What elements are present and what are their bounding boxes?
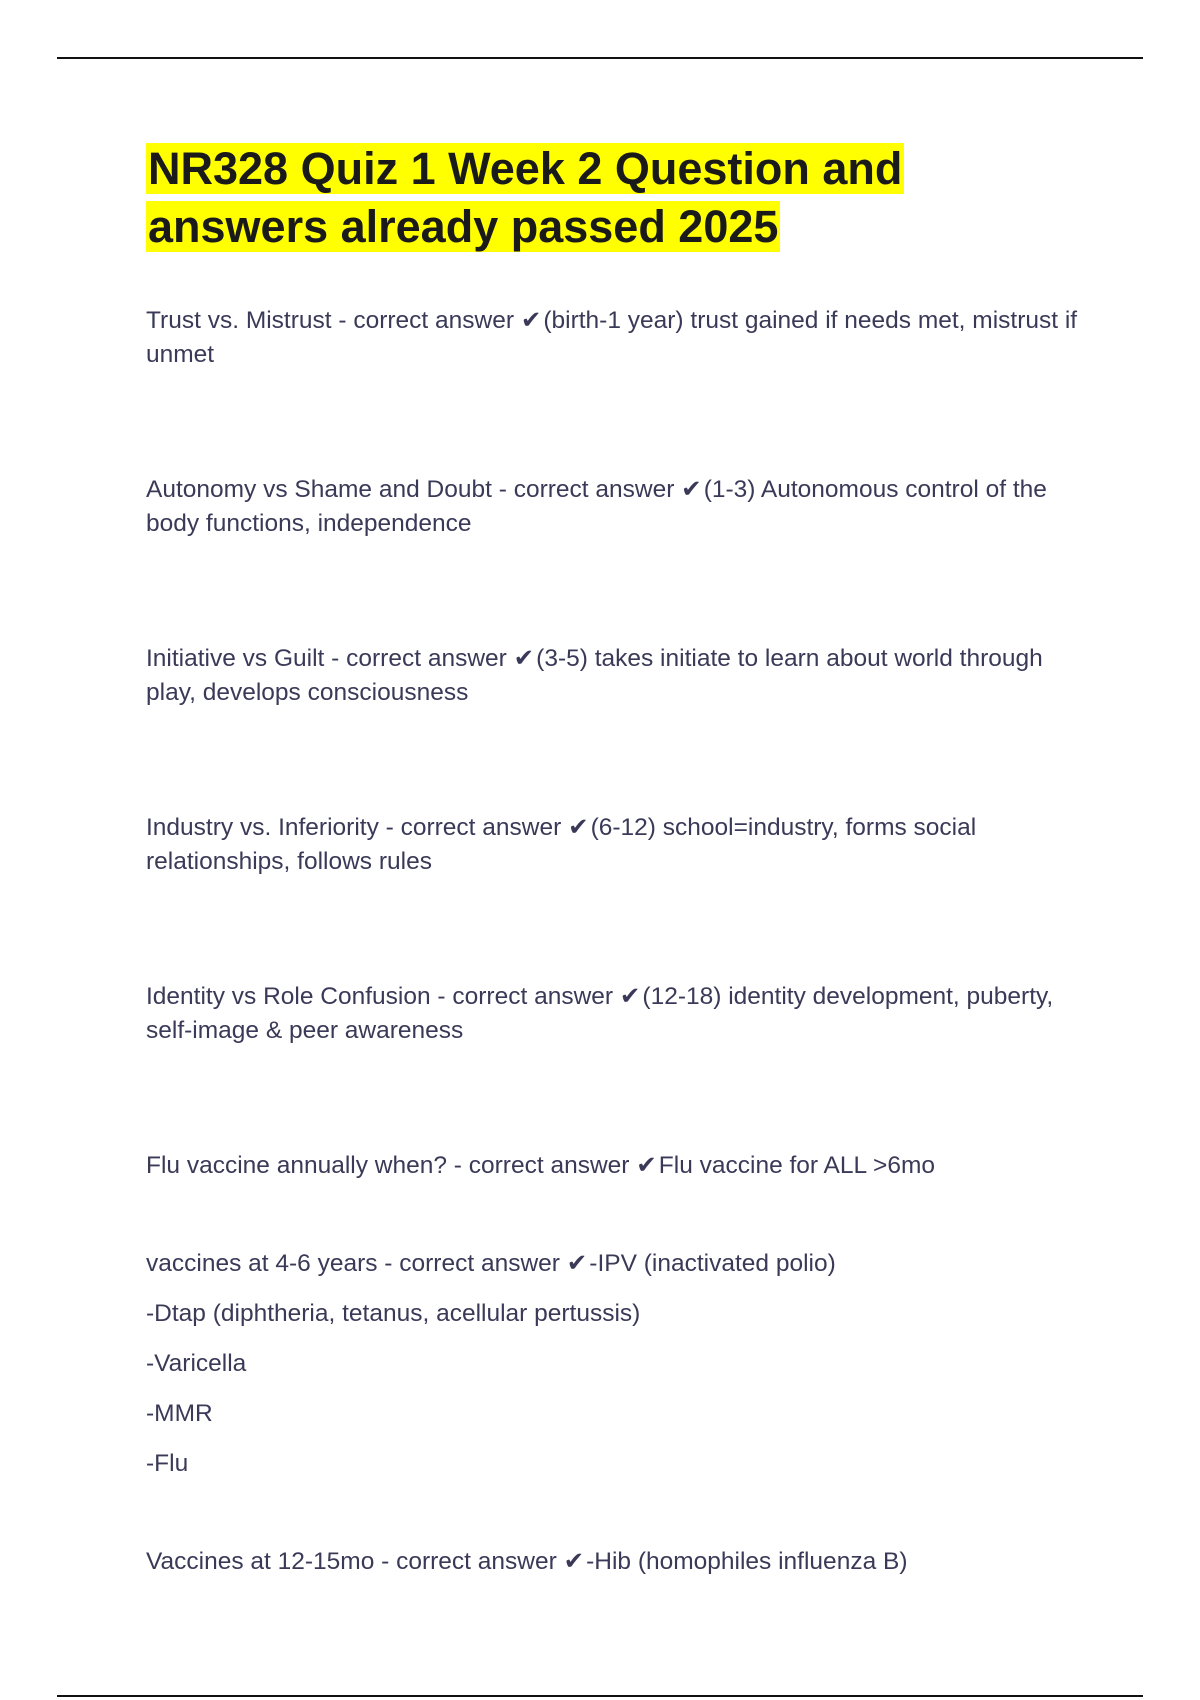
check-icon: ✔ bbox=[619, 983, 641, 1010]
document-title bbox=[146, 140, 1096, 256]
answer-text: (3-5) takes initiate to learn about world through play, develops consciousness bbox=[146, 645, 1043, 706]
question-text: Industry vs. Inferiority bbox=[146, 814, 379, 841]
qa-item bbox=[146, 811, 1096, 879]
question-text: Flu vaccine annually when? bbox=[146, 1152, 447, 1179]
answer-prefix: - correct answer bbox=[491, 476, 682, 503]
question-text: Initiative vs Guilt bbox=[146, 645, 325, 672]
qa-item bbox=[146, 473, 1096, 541]
qa-item bbox=[146, 1149, 1096, 1183]
question-text: vaccines at 4-6 years bbox=[146, 1250, 378, 1277]
qa-item bbox=[146, 1247, 1096, 1481]
answer-text: (12-18) identity development, puberty, self-image & peer awareness bbox=[146, 983, 1054, 1044]
answer-prefix: - correct answer bbox=[331, 307, 521, 334]
check-icon: ✔ bbox=[681, 476, 702, 503]
answer-text: -Hib (homophiles influenza B) bbox=[586, 1548, 908, 1575]
question-text: Vaccines at 12-15mo bbox=[146, 1548, 375, 1575]
bottom-rule bbox=[57, 1695, 1143, 1697]
answer-extra-line: -Flu bbox=[146, 1450, 189, 1477]
answer-extra-line: -Varicella bbox=[146, 1350, 247, 1377]
check-icon: ✔ bbox=[563, 1548, 585, 1575]
answer-text: Flu vaccine for ALL >6mo bbox=[658, 1152, 936, 1179]
question-text: Autonomy vs Shame and Doubt bbox=[146, 476, 492, 503]
answer-prefix: - correct answer bbox=[324, 645, 514, 672]
document-body bbox=[146, 140, 1096, 1680]
check-icon: ✔ bbox=[520, 307, 542, 334]
qa-item bbox=[146, 304, 1096, 372]
check-icon: ✔ bbox=[568, 814, 589, 841]
answer-text: (birth-1 year) trust gained if needs met, mistrust if unmet bbox=[146, 307, 1078, 368]
answer-prefix: - correct answer bbox=[430, 983, 620, 1010]
qa-item bbox=[146, 1545, 1096, 1579]
title-line-1: NR328 Quiz 1 Week 2 Question and bbox=[148, 143, 903, 194]
answer-prefix: - correct answer bbox=[377, 1250, 567, 1277]
title-line-2: answers already passed 2025 bbox=[148, 201, 779, 252]
qa-item bbox=[146, 642, 1096, 710]
top-rule bbox=[57, 57, 1143, 59]
answer-text: (6-12) school=industry, forms social relationships, follows rules bbox=[146, 814, 977, 875]
answer-prefix: - correct answer bbox=[447, 1152, 637, 1179]
answer-text: (1-3) Autonomous control of the body functions, independence bbox=[146, 476, 1047, 537]
qa-item bbox=[146, 980, 1096, 1048]
check-icon: ✔ bbox=[636, 1152, 657, 1179]
answer-text: -IPV (inactivated polio) bbox=[589, 1250, 836, 1277]
qa-list bbox=[146, 304, 1096, 1579]
answer-extra-line: -MMR bbox=[146, 1400, 213, 1427]
question-text: Identity vs Role Confusion bbox=[146, 983, 431, 1010]
check-icon: ✔ bbox=[566, 1250, 588, 1277]
answer-prefix: - correct answer bbox=[374, 1548, 564, 1575]
answer-extra-line: -Dtap (diphtheria, tetanus, acellular pertussis) bbox=[146, 1300, 641, 1327]
check-icon: ✔ bbox=[513, 645, 535, 672]
question-text: Trust vs. Mistrust bbox=[146, 307, 332, 334]
answer-prefix: - correct answer bbox=[378, 814, 569, 841]
